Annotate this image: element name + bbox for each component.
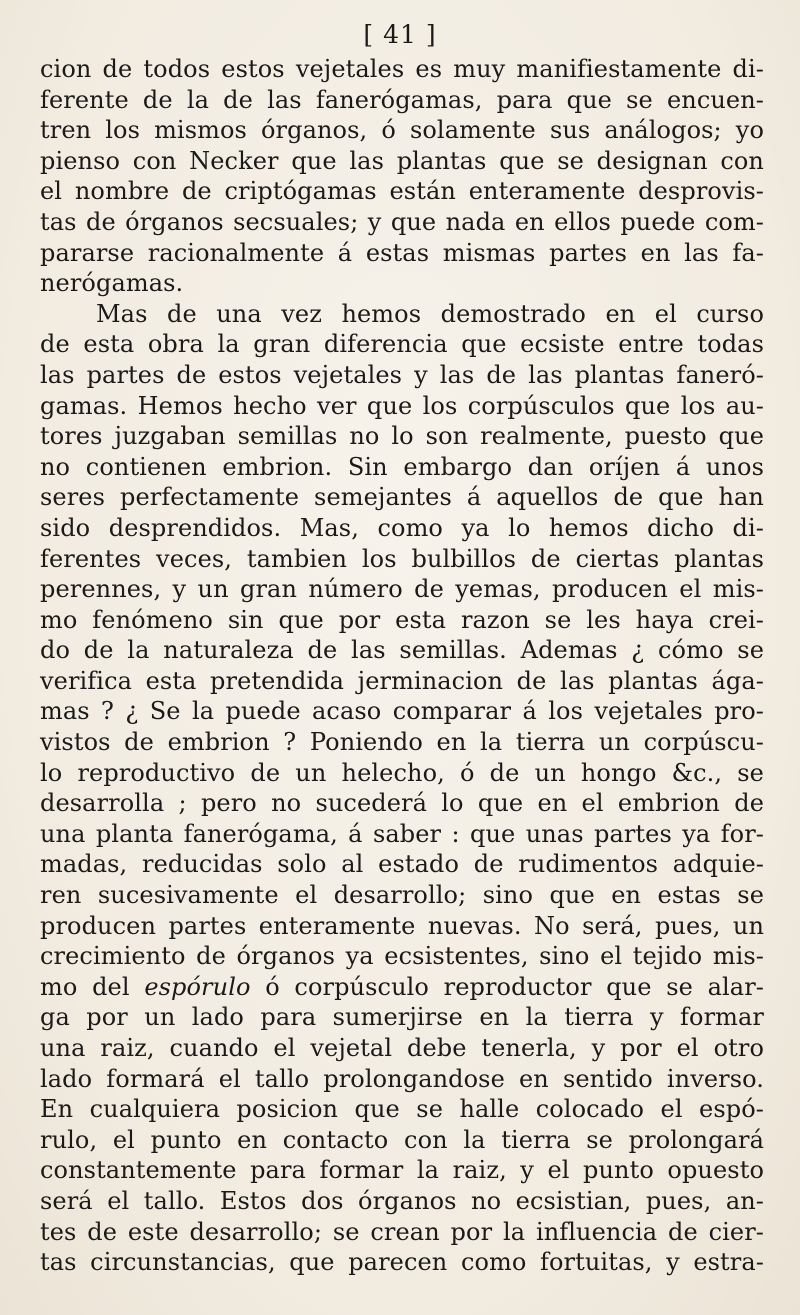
text-line-9: Mas de una vez hemos demostrado en el curso bbox=[96, 299, 764, 328]
text-line-10: de esta obra la gran diferencia que ecsiste entre todas bbox=[40, 330, 764, 359]
text-line-30: crecimiento de órganos ya ecsistentes, sino el tejido mis- bbox=[40, 942, 764, 971]
text-line-1: cion de todos estos vejetales es muy manifiestamente di- bbox=[40, 55, 764, 83]
text-line-24: lo reproductivo de un helecho, ó de un hongo &c., se bbox=[40, 758, 764, 787]
text-line-34: lado formará el tallo prolongandose en sentido inverso. bbox=[40, 1064, 764, 1093]
text-line-25: desarrolla ; pero no sucederá lo que en el embrion de bbox=[40, 789, 764, 818]
text-line-31-end: ó corpúsculo reproductor que se alar- bbox=[265, 972, 764, 1001]
text-line-3: tren los mismos órganos, ó solamente sus análogos; yo bbox=[40, 116, 764, 145]
text-line-29: producen partes enteramente nuevas. No será, pues, un bbox=[40, 911, 764, 940]
text-line-36: rulo, el punto en contacto con la tierra se prolongará bbox=[40, 1125, 764, 1154]
text-line-27: madas, reducidas solo al estado de rudimentos adquie- bbox=[40, 850, 764, 879]
text-line-11: las partes de estos vejetales y las de las plantas faneró- bbox=[40, 360, 764, 389]
text-line-28: ren sucesivamente el desarrollo; sino que en estas se bbox=[40, 881, 764, 910]
text-line-23: vistos de embrion ? Poniendo en la tierra un corpúscu- bbox=[40, 728, 764, 757]
text-line-4: pienso con Necker que las plantas que se designan con bbox=[40, 146, 764, 175]
text-line-6: tas de órganos secsuales; y que nada en ellos puede com- bbox=[40, 207, 764, 236]
text-line-13: tores juzgaban semillas no lo son realmente, puesto que bbox=[40, 422, 764, 451]
text-line-37: constantemente para formar la raiz, y el punto opuesto bbox=[40, 1156, 764, 1185]
text-line-2: ferente de la de las fanerógamas, para que se encuen- bbox=[40, 85, 764, 114]
text-line-32: ga por un lado para sumerjirse en la tierra y formar bbox=[40, 1003, 764, 1032]
body-text bbox=[40, 54, 764, 1278]
text-line-17: ferentes veces, tambien los bulbillos de ciertas plantas bbox=[40, 544, 764, 573]
text-line-39: tes de este desarrollo; se crean por la influencia de cier- bbox=[40, 1217, 764, 1246]
text-line-12: gamas. Hemos hecho ver que los corpúsculos que los au- bbox=[40, 391, 764, 420]
text-line-31-start: mo del bbox=[40, 972, 130, 1001]
text-line-20: do de la naturaleza de las semillas. Ademas ¿ cómo se bbox=[40, 636, 764, 665]
text-line-26: una planta fanerógama, á saber : que unas partes ya for- bbox=[40, 819, 764, 848]
text-line-18: perennes, y un gran número de yemas, producen el mis- bbox=[40, 575, 764, 604]
text-line-31 bbox=[40, 972, 764, 1003]
text-line-35: En cualquiera posicion que se halle colocado el espó- bbox=[40, 1095, 764, 1124]
text-line-14: no contienen embrion. Sin embargo dan oríjen á unos bbox=[40, 452, 764, 481]
text-line-33: una raiz, cuando el vejetal debe tenerla, y por el otro bbox=[40, 1034, 764, 1062]
text-line-15: seres perfectamente semejantes á aquellos de que han bbox=[40, 483, 764, 512]
text-line-40: tas circunstancias, que parecen como fortuitas, y estra- bbox=[40, 1248, 764, 1277]
text-line-22: mas ? ¿ Se la puede acaso comparar á los vejetales pro- bbox=[40, 697, 764, 726]
text-line-19: mo fenómeno sin que por esta razon se les haya crei- bbox=[40, 605, 764, 634]
text-line-7: pararse racionalmente á estas mismas partes en las fa- bbox=[40, 238, 764, 267]
page-number: [ 41 ] bbox=[363, 20, 437, 49]
text-line-21: verifica esta pretendida jerminacion de las plantas ága- bbox=[40, 666, 764, 695]
text-line-38: será el tallo. Estos dos órganos no ecsistian, pues, an- bbox=[40, 1186, 764, 1215]
italic-term: espórulo bbox=[144, 972, 251, 1001]
text-line-8: nerógamas. bbox=[40, 269, 184, 298]
text-line-16: sido desprendidos. Mas, como ya lo hemos dicho di- bbox=[40, 513, 764, 542]
text-line-5: el nombre de criptógamas están enteramente desprovis- bbox=[40, 177, 764, 206]
